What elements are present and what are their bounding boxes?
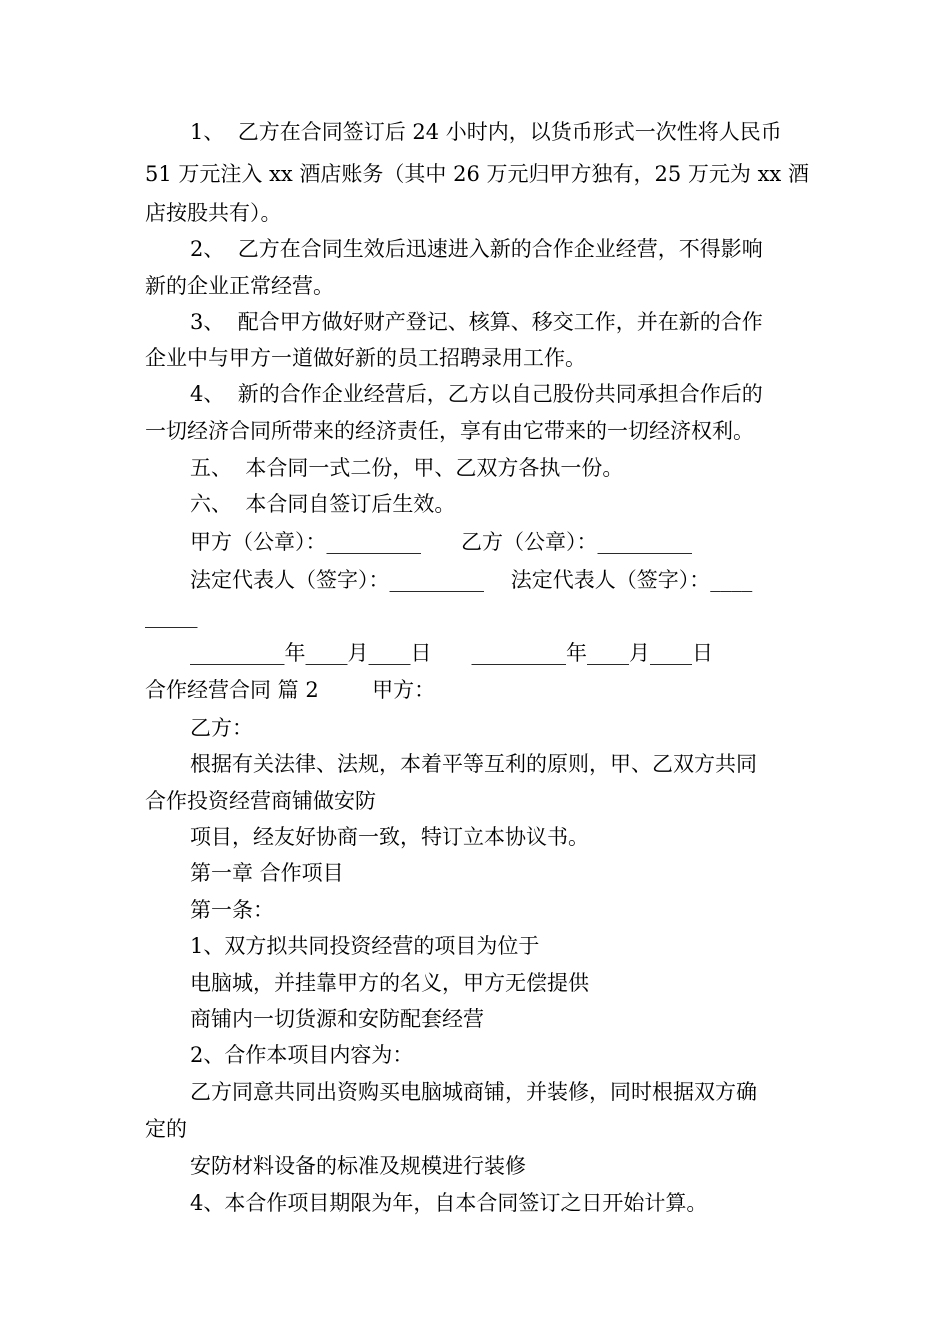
text-line: 企业中与甲方一道做好新的员工招聘录用工作。 — [145, 346, 586, 370]
signature-line-continuation: _____ — [145, 604, 198, 628]
text-line: 定的 — [145, 1117, 187, 1141]
text-line: 根据有关法律、法规，本着平等互利的原则，甲、乙双方共同 — [190, 752, 757, 776]
date-line: _________年____月____日 _________年____月____日 — [190, 641, 714, 665]
text-line: 五、 本合同一式二份，甲、乙双方各执一份。 — [190, 456, 624, 480]
text-line: 乙方： — [190, 716, 253, 740]
text-line: 1、 乙方在合同签订后 24 小时内，以货币形式一次性将人民币 — [190, 120, 782, 144]
text-line: 1、双方拟共同投资经营的项目为位于 — [190, 934, 540, 958]
text-line: 电脑城，并挂靠甲方的名义，甲方无偿提供 — [190, 971, 589, 995]
text-line: 安防材料设备的标准及规模进行装修 — [190, 1154, 526, 1178]
signature-line-representative: 法定代表人（签字）：_________ 法定代表人（签字）：____ — [190, 568, 753, 592]
text-line: 合作投资经营商铺做安防 — [145, 789, 376, 813]
chapter-heading: 第一章 合作项目 — [190, 861, 344, 885]
text-line: 3、 配合甲方做好财产登记、核算、移交工作，并在新的合作 — [190, 310, 763, 334]
text-line: 乙方同意共同出资购买电脑城商铺，并装修，同时根据双方确 — [190, 1080, 757, 1104]
text-line: 51 万元注入 xx 酒店账务（其中 26 万元归甲方独有，25 万元为 xx 酒 — [145, 162, 809, 186]
text-line: 商铺内一切货源和安防配套经营 — [190, 1007, 484, 1031]
text-line: 六、 本合同自签订后生效。 — [190, 492, 456, 516]
text-line: 4、 新的合作企业经营后，乙方以自己股份共同承担合作后的 — [190, 382, 763, 406]
text-line: 2、 乙方在合同生效后迅速进入新的合作企业经营，不得影响 — [190, 237, 763, 261]
text-line: 店按股共有）。 — [145, 201, 282, 225]
text-line: 4、本合作项目期限为年，自本合同签订之日开始计算。 — [190, 1191, 708, 1215]
text-line: 2、合作本项目内容为： — [190, 1043, 414, 1067]
text-line: 新的企业正常经营。 — [145, 274, 334, 298]
text-line: 一切经济合同所带来的经济责任，享有由它带来的一切经济权利。 — [145, 419, 754, 443]
signature-line-party: 甲方（公章）：_________ 乙方（公章）：_________ — [190, 530, 693, 554]
text-line: 项目，经友好协商一致，特订立本协议书。 — [190, 825, 589, 849]
section-heading: 合作经营合同 篇 2 甲方： — [145, 678, 436, 702]
article-heading: 第一条： — [190, 898, 274, 922]
